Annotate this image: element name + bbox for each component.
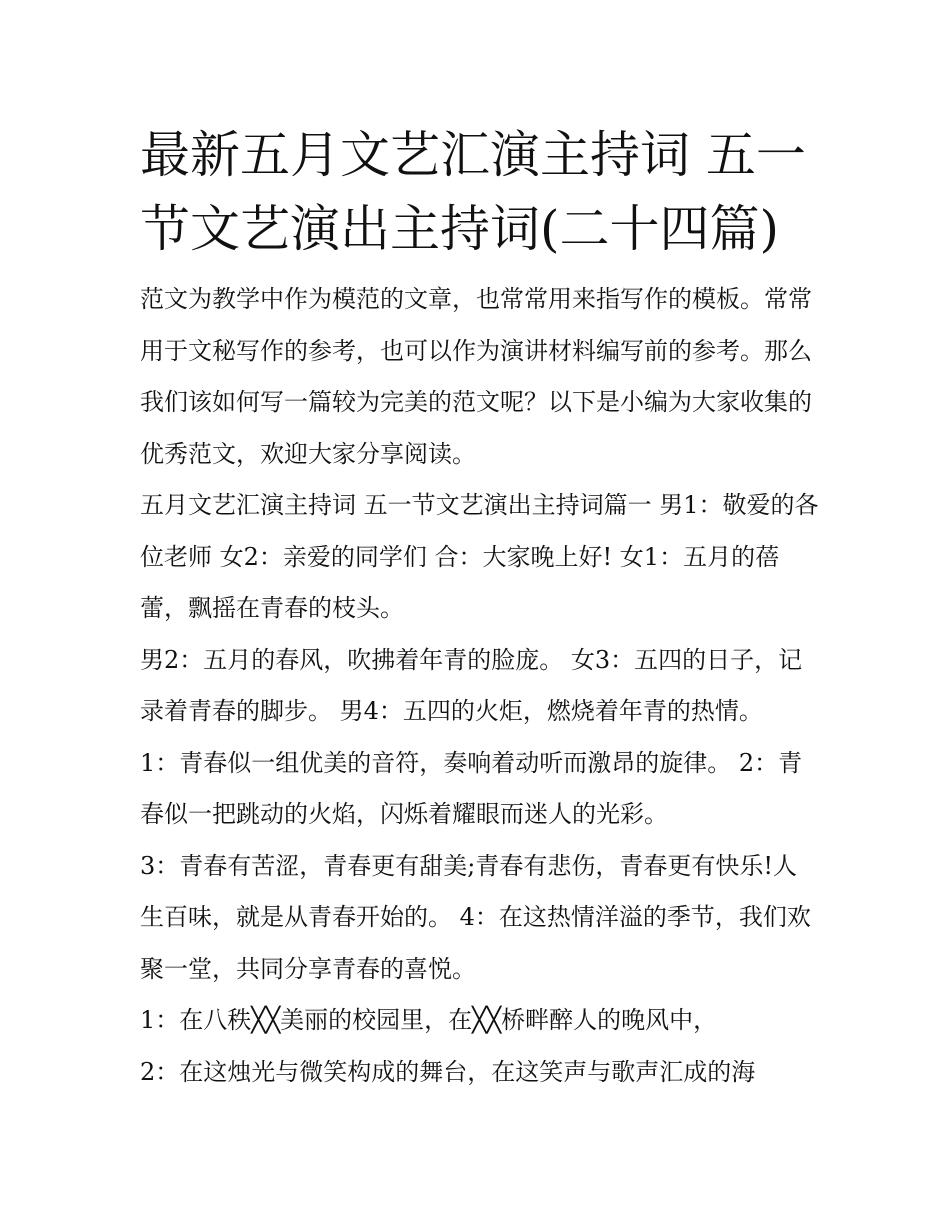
document-title: 最新五月文艺汇演主持词 五一节文艺演出主持词(二十四篇) — [140, 126, 806, 258]
body-paragraph-3: 1：青春似一组优美的音符，奏响着动听而激昂的旋律。 2：青春似一把跳动的火焰，闪烁着耀眼而迷人的光彩。 — [140, 748, 803, 828]
intro-paragraph: 范文为教学中作为模范的文章，也常常用来指写作的模板。常常用于文秘写作的参考，也可以作为演讲材料编写前的参考。那么我们该如何写一篇较为完美的范文呢？以下是小编为大家收集的优秀范文，欢迎大家分享阅读。 — [140, 285, 812, 468]
body-paragraph-4: 3：青春有苦涩，青春更有甜美;青春有悲伤，青春更有快乐!人生百味，就是从青春开始的。 4：在这热情洋溢的季节，我们欢聚一堂，共同分享青春的喜悦。 — [140, 851, 811, 983]
body-paragraph-5: 1：在八秩╳╳美丽的校园里，在╳╳桥畔醉人的晚风中， — [140, 1006, 718, 1034]
body-paragraph-2: 男2：五月的春风，吹拂着年青的脸庞。 女3：五四的日子，记录着青春的脚步。 男4：五四的火炬，燃烧着年青的热情。 — [140, 645, 803, 725]
document-page — [140, 118, 820, 1098]
body-paragraph-1: 五月文艺汇演主持词 五一节文艺演出主持词篇一 男1：敬爱的各位老师 女2：亲爱的同学们 合：大家晚上好! 女1：五月的蓓蕾，飘摇在青春的枝头。 — [140, 491, 819, 622]
body-paragraph-6: 2：在这烛光与微笑构成的舞台，在这笑声与歌声汇成的海 — [140, 1057, 756, 1086]
